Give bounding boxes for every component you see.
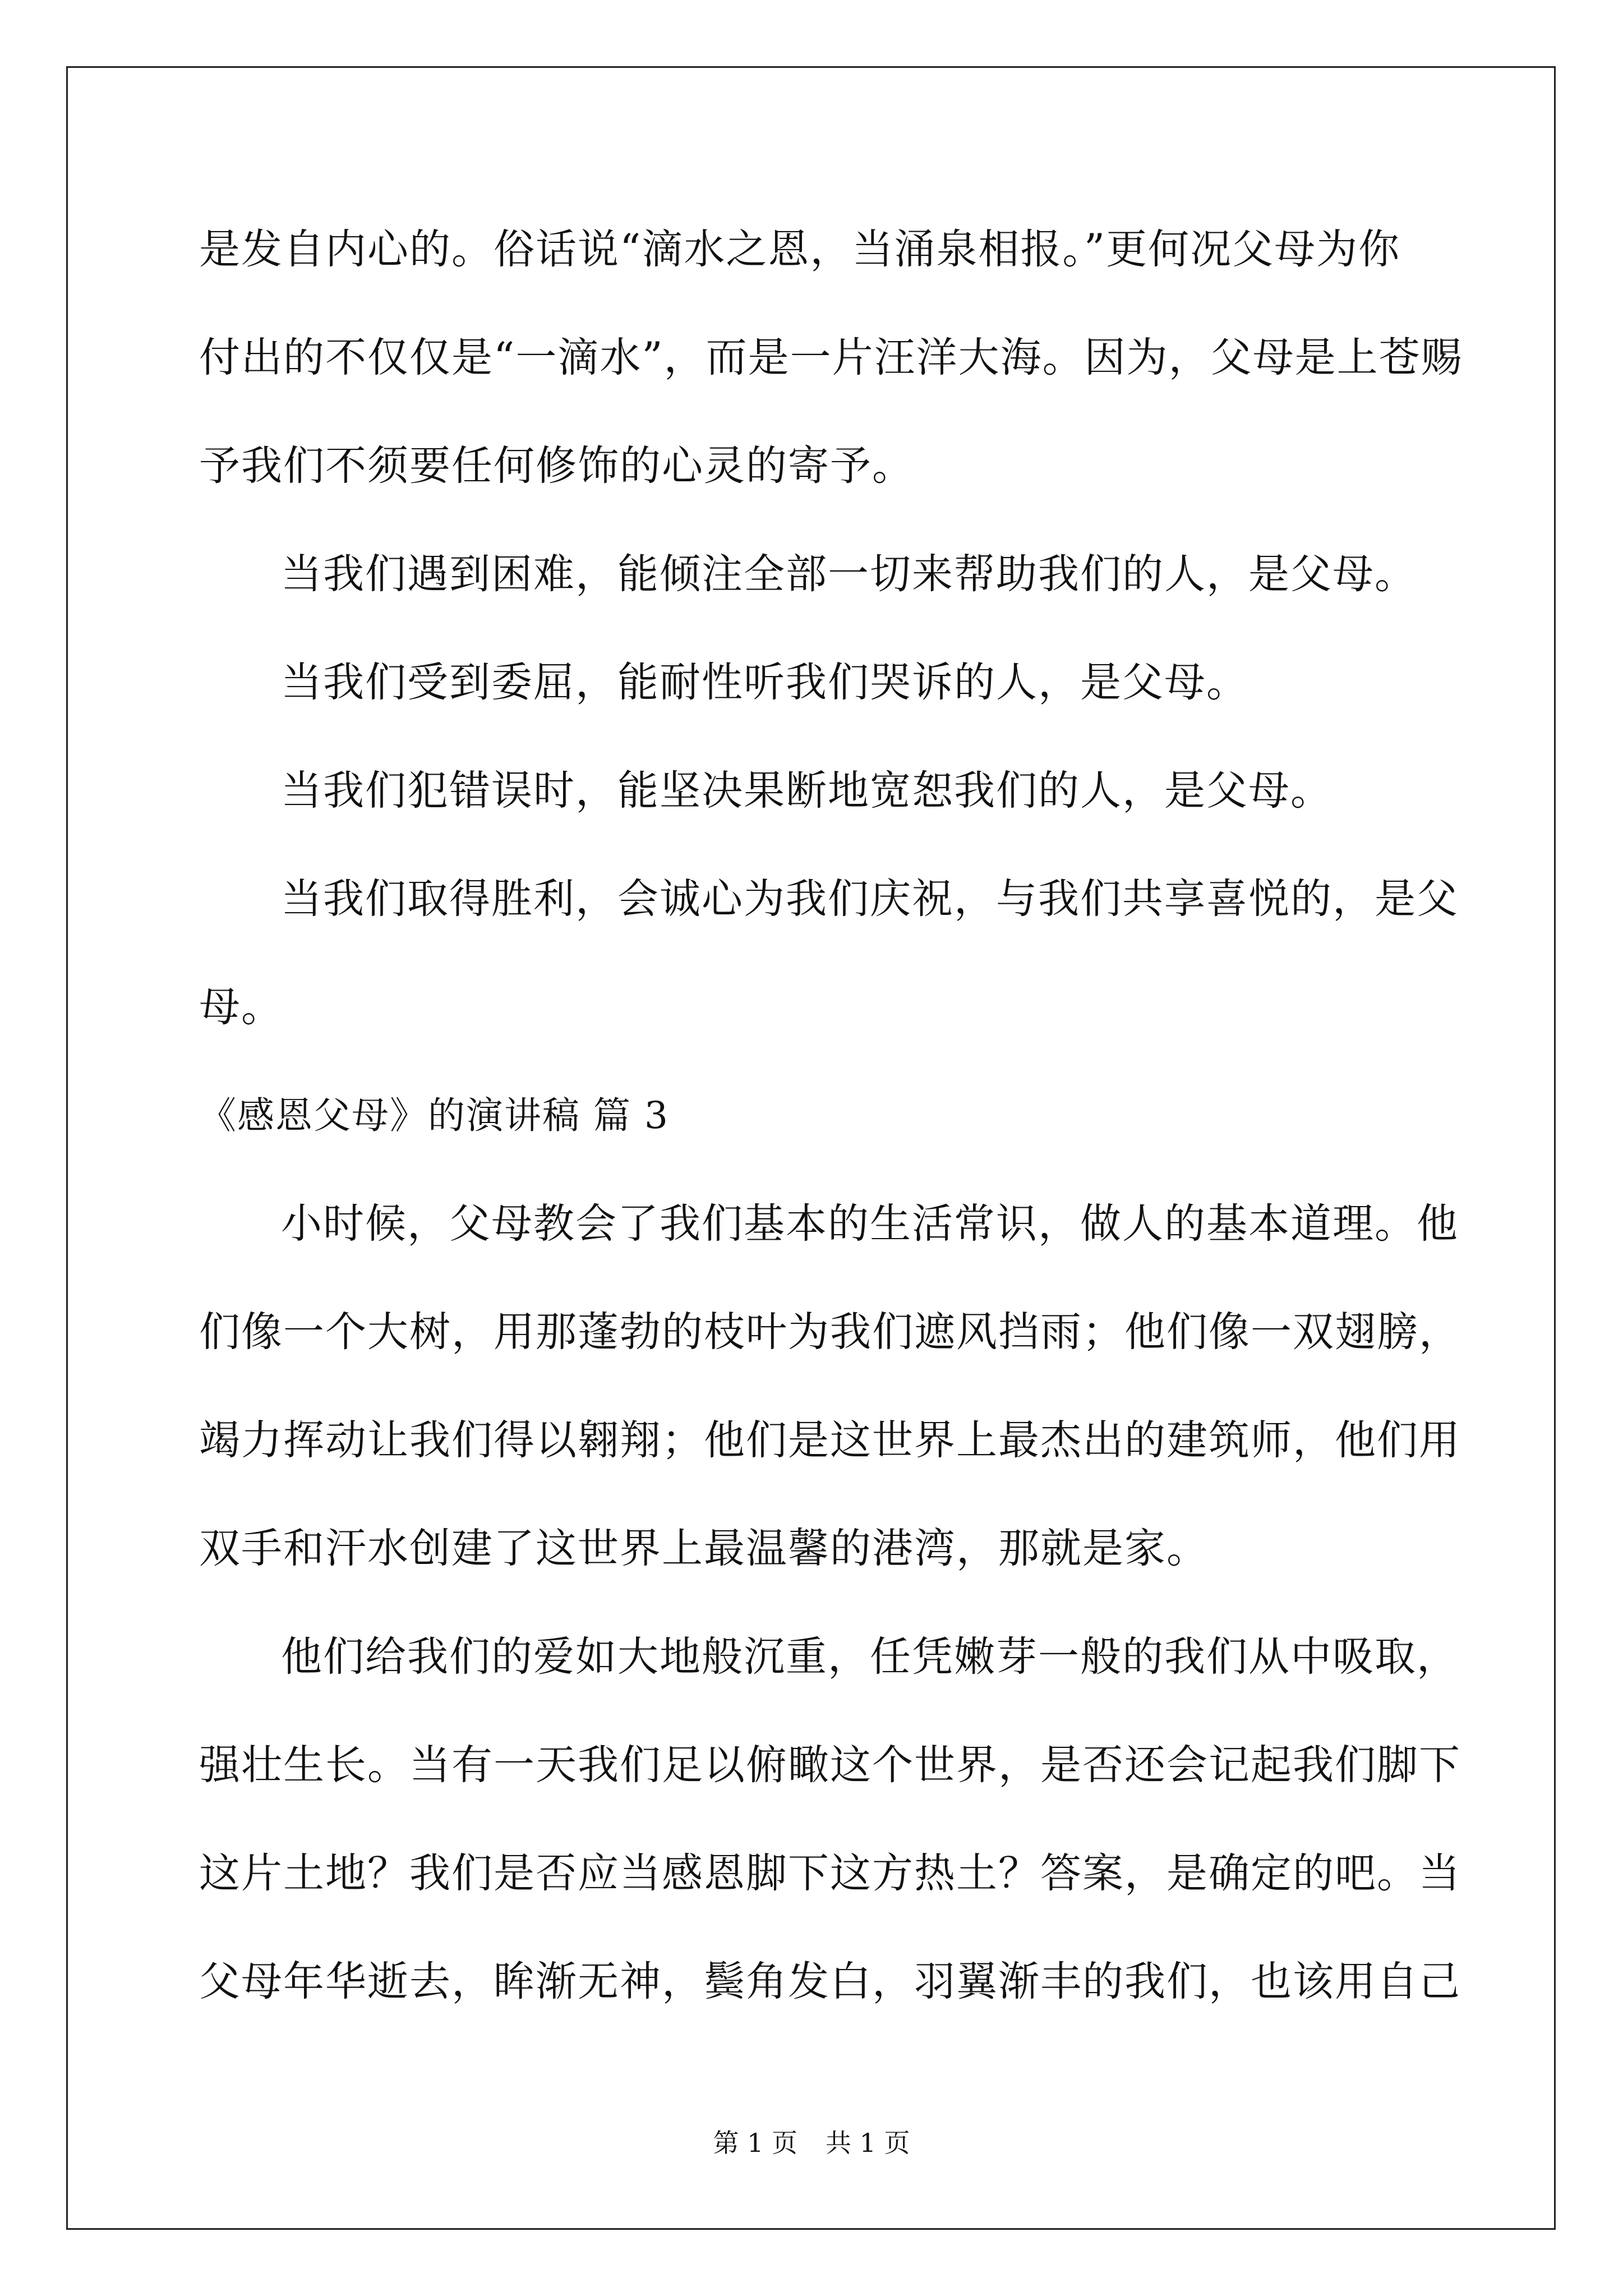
paragraph-line: 是发自内心的。俗话说“滴水之恩，当涌泉相报。”更何况父母为你 (199, 226, 1401, 273)
paragraph-line: 竭力挥动让我们得以翱翔；他们是这世界上最杰出的建筑师，他们用 (199, 1416, 1461, 1464)
paragraph-line: 付出的不仅仅是“一滴水”，而是一片汪洋大海。因为，父母是上苍赐 (199, 334, 1463, 381)
paragraph-line: 强壮生长。当有一天我们足以俯瞰这个世界，是否还会记起我们脚下 (199, 1741, 1461, 1789)
paragraph-line: 双手和汗水创建了这世界上最温馨的港湾，那就是家。 (199, 1525, 1209, 1572)
paragraph-line: 当我们犯错误时，能坚决果断地宽恕我们的人，是父母。 (281, 767, 1332, 815)
section-heading: 《感恩父母》的演讲稿 篇 3 (199, 1094, 669, 1137)
paragraph-line: 予我们不须要任何修饰的心灵的寄予。 (199, 442, 914, 490)
paragraph-line: 小时候，父母教会了我们基本的生活常识，做人的基本道理。他 (281, 1200, 1459, 1248)
page-border (66, 66, 1556, 2230)
paragraph-line: 他们给我们的爱如大地般沉重，任凭嫩芽一般的我们从中吸取， (281, 1633, 1459, 1681)
page-footer (0, 2126, 1623, 2160)
page-number: 第 1 页 (713, 2128, 797, 2158)
paragraph-line: 当我们取得胜利，会诚心为我们庆祝，与我们共享喜悦的，是父 (281, 875, 1459, 923)
paragraph-line: 这片土地？我们是否应当感恩脚下这方热土？答案，是确定的吧。当 (199, 1849, 1461, 1897)
paragraph-line: 母。 (199, 983, 283, 1031)
page-total: 共 1 页 (826, 2128, 910, 2158)
paragraph-line: 们像一个大树，用那蓬勃的枝叶为我们遮风挡雨；他们像一双翅膀， (199, 1308, 1461, 1356)
paragraph-line: 当我们遇到困难，能倾注全部一切来帮助我们的人，是父母。 (281, 550, 1417, 598)
paragraph-line: 当我们受到委屈，能耐性听我们哭诉的人，是父母。 (281, 659, 1248, 706)
paragraph-line: 父母年华逝去，眸渐无神，鬓角发白，羽翼渐丰的我们，也该用自己 (199, 1958, 1461, 2005)
